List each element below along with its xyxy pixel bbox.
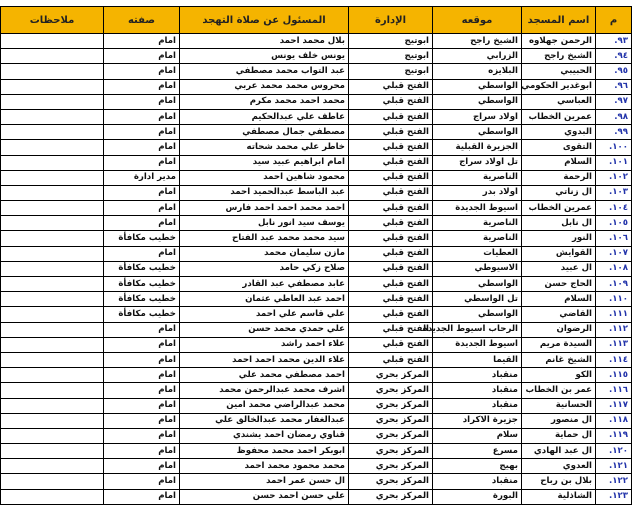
responsible-cell[interactable]: احمد محمد احمد احمد فارس bbox=[180, 201, 349, 216]
location-cell[interactable]: الشيخ راجح bbox=[433, 34, 522, 49]
table-row[interactable] bbox=[1, 428, 632, 443]
table-row[interactable] bbox=[1, 292, 632, 307]
admin-cell[interactable]: المركز بحري bbox=[349, 383, 433, 398]
row-num-cell[interactable]: ١٠٤. bbox=[596, 201, 632, 216]
responsible-cell[interactable]: ال حسن عمر احمد bbox=[180, 474, 349, 489]
location-cell[interactable]: الجزيرة القبلية bbox=[433, 140, 522, 155]
responsible-cell[interactable]: يوسف سيد انور نابل bbox=[180, 216, 349, 231]
mosque-name-cell[interactable]: التقوى bbox=[522, 140, 596, 155]
header-role: صفته bbox=[104, 7, 180, 34]
table-row[interactable] bbox=[1, 49, 632, 64]
notes-cell[interactable] bbox=[1, 459, 104, 474]
role-cell[interactable]: خطيب مكافأة bbox=[104, 292, 180, 307]
notes-cell[interactable] bbox=[1, 489, 104, 504]
row-num-cell[interactable]: ١١٨. bbox=[596, 413, 632, 428]
mosque-name-cell[interactable]: النور bbox=[522, 231, 596, 246]
mosque-name-cell[interactable]: الكو bbox=[522, 368, 596, 383]
mosque-name-cell[interactable]: القوايش bbox=[522, 246, 596, 261]
notes-cell[interactable] bbox=[1, 170, 104, 185]
notes-cell[interactable] bbox=[1, 428, 104, 443]
mosque-name-cell[interactable]: الحسانية bbox=[522, 398, 596, 413]
row-num-cell[interactable]: ٩٦. bbox=[596, 79, 632, 94]
notes-cell[interactable] bbox=[1, 398, 104, 413]
admin-cell[interactable]: الفتح قبلي bbox=[349, 140, 433, 155]
responsible-cell[interactable]: سيد محمد محمد عبد الفتاح bbox=[180, 231, 349, 246]
header-responsible: المسئول عن صلاة التهجد bbox=[180, 7, 349, 34]
role-cell[interactable]: امام bbox=[104, 64, 180, 79]
location-cell[interactable]: الاسيوطي bbox=[433, 261, 522, 276]
location-cell[interactable]: العطيات bbox=[433, 246, 522, 261]
role-cell[interactable]: امام bbox=[104, 79, 180, 94]
admin-cell[interactable]: الفتح قبلي bbox=[349, 216, 433, 231]
mosque-name-cell[interactable]: ابوغدير الحكومي bbox=[522, 79, 596, 94]
admin-cell[interactable]: الفتح قبلي bbox=[349, 155, 433, 170]
location-cell[interactable]: سلام bbox=[433, 428, 522, 443]
mosque-name-cell[interactable]: الرحمن جهلاوه bbox=[522, 34, 596, 49]
admin-cell[interactable]: ابوتيج bbox=[349, 64, 433, 79]
responsible-cell[interactable]: عبد الباسط عبدالحميد احمد bbox=[180, 185, 349, 200]
row-num-cell[interactable]: ١١٠. bbox=[596, 292, 632, 307]
location-cell[interactable]: منقباد bbox=[433, 383, 522, 398]
table-row[interactable] bbox=[1, 201, 632, 216]
location-cell[interactable]: الزرابي bbox=[433, 49, 522, 64]
table-row[interactable] bbox=[1, 261, 632, 276]
mosque-name-cell[interactable]: العباسي bbox=[522, 94, 596, 109]
location-cell[interactable]: الرحاب اسيوط الجديدة bbox=[433, 322, 522, 337]
notes-cell[interactable] bbox=[1, 322, 104, 337]
table-row[interactable] bbox=[1, 322, 632, 337]
role-cell[interactable]: امام bbox=[104, 398, 180, 413]
responsible-cell[interactable]: عاطف علي عبدالحكيم bbox=[180, 109, 349, 124]
admin-cell[interactable]: المركز بحري bbox=[349, 474, 433, 489]
location-cell[interactable]: اولاد سراج bbox=[433, 109, 522, 124]
role-cell[interactable]: مدير ادارة bbox=[104, 170, 180, 185]
role-cell[interactable]: امام bbox=[104, 49, 180, 64]
role-cell[interactable]: امام bbox=[104, 246, 180, 261]
admin-cell[interactable]: الفتح قبلي bbox=[349, 261, 433, 276]
mosque-name-cell[interactable]: البدوي bbox=[522, 125, 596, 140]
row-num-cell[interactable]: ٩٩. bbox=[596, 125, 632, 140]
role-cell[interactable]: خطيب مكافأة bbox=[104, 261, 180, 276]
notes-cell[interactable] bbox=[1, 261, 104, 276]
responsible-cell[interactable]: احمد مصطفي محمد علي bbox=[180, 368, 349, 383]
notes-cell[interactable] bbox=[1, 444, 104, 459]
mosque-name-cell[interactable]: عمرين الخطاب bbox=[522, 109, 596, 124]
location-cell[interactable]: الواسطي bbox=[433, 79, 522, 94]
responsible-cell[interactable]: خاطر علي محمد شحاته bbox=[180, 140, 349, 155]
table-row[interactable] bbox=[1, 79, 632, 94]
admin-cell[interactable]: الفتح قبلي bbox=[349, 322, 433, 337]
location-cell[interactable]: الناصرية bbox=[433, 231, 522, 246]
mosque-name-cell[interactable]: السيدة مريم bbox=[522, 337, 596, 352]
location-cell[interactable]: مسرع bbox=[433, 444, 522, 459]
location-cell[interactable]: الواسطي bbox=[433, 94, 522, 109]
admin-cell[interactable]: الفتح قبلي bbox=[349, 307, 433, 322]
table-row[interactable] bbox=[1, 352, 632, 367]
mosque-name-cell[interactable]: بلال بن رباح bbox=[522, 474, 596, 489]
notes-cell[interactable] bbox=[1, 34, 104, 49]
mosque-name-cell[interactable]: الحاج حسن bbox=[522, 277, 596, 292]
admin-cell[interactable]: المركز بحري bbox=[349, 459, 433, 474]
notes-cell[interactable] bbox=[1, 49, 104, 64]
role-cell[interactable]: امام bbox=[104, 413, 180, 428]
location-cell[interactable]: البلايزه bbox=[433, 64, 522, 79]
row-num-cell[interactable]: ٩٨. bbox=[596, 109, 632, 124]
role-cell[interactable]: خطيب مكافأة bbox=[104, 277, 180, 292]
location-cell[interactable]: البورة bbox=[433, 489, 522, 504]
admin-cell[interactable]: المركز بحري bbox=[349, 413, 433, 428]
admin-cell[interactable]: الفتح قبلي bbox=[349, 94, 433, 109]
row-num-cell[interactable]: ١٠٨. bbox=[596, 261, 632, 276]
notes-cell[interactable] bbox=[1, 125, 104, 140]
role-cell[interactable]: امام bbox=[104, 474, 180, 489]
admin-cell[interactable]: الفتح قبلي bbox=[349, 231, 433, 246]
row-num-cell[interactable]: ١٠٩. bbox=[596, 277, 632, 292]
location-cell[interactable]: اولاد بدر bbox=[433, 185, 522, 200]
notes-cell[interactable] bbox=[1, 246, 104, 261]
role-cell[interactable]: امام bbox=[104, 352, 180, 367]
location-cell[interactable]: الواسطي bbox=[433, 277, 522, 292]
location-cell[interactable]: القيما bbox=[433, 352, 522, 367]
admin-cell[interactable]: المركز بحري bbox=[349, 398, 433, 413]
table-row[interactable] bbox=[1, 474, 632, 489]
admin-cell[interactable]: المركز بحري bbox=[349, 444, 433, 459]
responsible-cell[interactable]: امام ابراهيم عبيد سيد bbox=[180, 155, 349, 170]
table-row[interactable] bbox=[1, 277, 632, 292]
mosque-name-cell[interactable]: ال عبيد bbox=[522, 261, 596, 276]
location-cell[interactable]: بهيج bbox=[433, 459, 522, 474]
admin-cell[interactable]: الفتح قبلي bbox=[349, 292, 433, 307]
mosque-name-cell[interactable]: السلام bbox=[522, 292, 596, 307]
role-cell[interactable]: امام bbox=[104, 125, 180, 140]
responsible-cell[interactable]: علي حسن احمد حسن bbox=[180, 489, 349, 504]
admin-cell[interactable]: الفتح قبلي bbox=[349, 185, 433, 200]
location-cell[interactable]: اسيوط الجديدة bbox=[433, 201, 522, 216]
responsible-cell[interactable]: صلاح زكي حامد bbox=[180, 261, 349, 276]
notes-cell[interactable] bbox=[1, 201, 104, 216]
role-cell[interactable]: امام bbox=[104, 94, 180, 109]
mosque-name-cell[interactable]: الرحمة bbox=[522, 170, 596, 185]
row-num-cell[interactable]: ١١٣. bbox=[596, 337, 632, 352]
row-num-cell[interactable]: ١٠٢. bbox=[596, 170, 632, 185]
admin-cell[interactable]: الفتح قبلي bbox=[349, 277, 433, 292]
role-cell[interactable]: امام bbox=[104, 34, 180, 49]
row-num-cell[interactable]: ١٠١. bbox=[596, 155, 632, 170]
row-num-cell[interactable]: ١١١. bbox=[596, 307, 632, 322]
row-num-cell[interactable]: ٩٤. bbox=[596, 49, 632, 64]
mosque-name-cell[interactable]: عمرين الخطاب bbox=[522, 201, 596, 216]
role-cell[interactable]: امام bbox=[104, 322, 180, 337]
admin-cell[interactable]: الفتح قبلي bbox=[349, 352, 433, 367]
table-row[interactable] bbox=[1, 444, 632, 459]
responsible-cell[interactable]: مازن سليمان محمد bbox=[180, 246, 349, 261]
role-cell[interactable]: امام bbox=[104, 459, 180, 474]
header-mosque: اسم المسجد bbox=[522, 7, 596, 34]
table-row[interactable] bbox=[1, 170, 632, 185]
row-num-cell[interactable]: ١٠٣. bbox=[596, 185, 632, 200]
notes-cell[interactable] bbox=[1, 337, 104, 352]
mosque-table bbox=[0, 6, 632, 505]
notes-cell[interactable] bbox=[1, 292, 104, 307]
table-row[interactable] bbox=[1, 125, 632, 140]
mosque-name-cell[interactable]: القاضي bbox=[522, 307, 596, 322]
table-row[interactable] bbox=[1, 307, 632, 322]
table-row[interactable] bbox=[1, 489, 632, 504]
table-row[interactable] bbox=[1, 109, 632, 124]
row-num-cell[interactable]: ١١٧. bbox=[596, 398, 632, 413]
mosque-name-cell[interactable]: ال زناتي bbox=[522, 185, 596, 200]
table-row[interactable] bbox=[1, 34, 632, 49]
location-cell[interactable]: تل اولاد سراج bbox=[433, 155, 522, 170]
role-cell[interactable]: امام bbox=[104, 428, 180, 443]
row-num-cell[interactable]: ٩٧. bbox=[596, 94, 632, 109]
role-cell[interactable]: امام bbox=[104, 185, 180, 200]
notes-cell[interactable] bbox=[1, 140, 104, 155]
table-row[interactable] bbox=[1, 140, 632, 155]
row-num-cell[interactable]: ١١٩. bbox=[596, 428, 632, 443]
role-cell[interactable]: خطيب مكافأة bbox=[104, 231, 180, 246]
mosque-name-cell[interactable]: ال منصور bbox=[522, 413, 596, 428]
admin-cell[interactable]: الفتح قبلي bbox=[349, 109, 433, 124]
notes-cell[interactable] bbox=[1, 413, 104, 428]
row-num-cell[interactable]: ١٠٥. bbox=[596, 216, 632, 231]
mosque-name-cell[interactable]: ال نابل bbox=[522, 216, 596, 231]
admin-cell[interactable]: الفتح قبلي bbox=[349, 246, 433, 261]
responsible-cell[interactable]: مصطفي جمال مصطفي bbox=[180, 125, 349, 140]
notes-cell[interactable] bbox=[1, 64, 104, 79]
notes-cell[interactable] bbox=[1, 216, 104, 231]
responsible-cell[interactable]: قناوي رمضان احمد يشندي bbox=[180, 428, 349, 443]
mosque-name-cell[interactable]: السلام bbox=[522, 155, 596, 170]
notes-cell[interactable] bbox=[1, 383, 104, 398]
admin-cell[interactable]: ابوتيج bbox=[349, 34, 433, 49]
responsible-cell[interactable]: علاء الدين محمد احمد احمد bbox=[180, 352, 349, 367]
role-cell[interactable]: خطيب مكافأة bbox=[104, 307, 180, 322]
role-cell[interactable]: امام bbox=[104, 201, 180, 216]
responsible-cell[interactable]: محمد محمود محمد احمد bbox=[180, 459, 349, 474]
row-num-cell[interactable]: ١٠٠. bbox=[596, 140, 632, 155]
location-cell[interactable]: الواسطي bbox=[433, 125, 522, 140]
admin-cell[interactable]: المركز بحري bbox=[349, 428, 433, 443]
responsible-cell[interactable]: بلال محمد احمد bbox=[180, 34, 349, 49]
responsible-cell[interactable]: علي قاسم علي احمد bbox=[180, 307, 349, 322]
row-num-cell[interactable]: ١٢٠. bbox=[596, 444, 632, 459]
admin-cell[interactable]: ابوتيج bbox=[349, 49, 433, 64]
responsible-cell[interactable]: عبدالغفار محمد عبدالخالق علي bbox=[180, 413, 349, 428]
row-num-cell[interactable]: ١١٦. bbox=[596, 383, 632, 398]
admin-cell[interactable]: الفتح قبلي bbox=[349, 125, 433, 140]
admin-cell[interactable]: الفتح قبلي bbox=[349, 79, 433, 94]
location-cell[interactable]: الناصرية bbox=[433, 216, 522, 231]
responsible-cell[interactable]: عابد مصطفي عبد القادر bbox=[180, 277, 349, 292]
responsible-cell[interactable]: محمد عبدالراضي محمد امين bbox=[180, 398, 349, 413]
location-cell[interactable]: جزيرة الاكراد bbox=[433, 413, 522, 428]
notes-cell[interactable] bbox=[1, 352, 104, 367]
role-cell[interactable]: امام bbox=[104, 444, 180, 459]
table-row[interactable] bbox=[1, 413, 632, 428]
responsible-cell[interactable]: محمد احمد محمد مكرم bbox=[180, 94, 349, 109]
notes-cell[interactable] bbox=[1, 79, 104, 94]
mosque-name-cell[interactable]: ال حماية bbox=[522, 428, 596, 443]
row-num-cell[interactable]: ١٠٧. bbox=[596, 246, 632, 261]
mosque-name-cell[interactable]: الرضوان bbox=[522, 322, 596, 337]
role-cell[interactable]: امام bbox=[104, 383, 180, 398]
table-row[interactable] bbox=[1, 155, 632, 170]
admin-cell[interactable]: الفتح قبلي bbox=[349, 170, 433, 185]
mosque-name-cell[interactable]: الحبيبي bbox=[522, 64, 596, 79]
row-num-cell[interactable]: ٩٥. bbox=[596, 64, 632, 79]
row-num-cell[interactable]: ١٢٣. bbox=[596, 489, 632, 504]
table-row[interactable] bbox=[1, 246, 632, 261]
responsible-cell[interactable]: يونس خلف يونس bbox=[180, 49, 349, 64]
location-cell[interactable]: الناصرية bbox=[433, 170, 522, 185]
notes-cell[interactable] bbox=[1, 231, 104, 246]
notes-cell[interactable] bbox=[1, 277, 104, 292]
notes-cell[interactable] bbox=[1, 155, 104, 170]
role-cell[interactable]: امام bbox=[104, 489, 180, 504]
header-notes: ملاحظات bbox=[1, 7, 104, 34]
mosque-name-cell[interactable]: الشيخ راجح bbox=[522, 49, 596, 64]
admin-cell[interactable]: الفتح قبلي bbox=[349, 201, 433, 216]
mosque-name-cell[interactable]: عمر بن الخطاب bbox=[522, 383, 596, 398]
header-row bbox=[1, 7, 632, 34]
role-cell[interactable]: امام bbox=[104, 337, 180, 352]
header-admin: الإدارة bbox=[349, 7, 433, 34]
role-cell[interactable]: امام bbox=[104, 155, 180, 170]
header-location: موقعه bbox=[433, 7, 522, 34]
location-cell[interactable]: تل الواسطي bbox=[433, 292, 522, 307]
responsible-cell[interactable]: محروس محمد محمد عربي bbox=[180, 79, 349, 94]
table-row[interactable] bbox=[1, 383, 632, 398]
admin-cell[interactable]: المركز بحري bbox=[349, 489, 433, 504]
table-row[interactable] bbox=[1, 94, 632, 109]
role-cell[interactable]: امام bbox=[104, 216, 180, 231]
table-row[interactable] bbox=[1, 368, 632, 383]
role-cell[interactable]: امام bbox=[104, 140, 180, 155]
responsible-cell[interactable]: عبد التواب محمد مصطفي bbox=[180, 64, 349, 79]
notes-cell[interactable] bbox=[1, 368, 104, 383]
responsible-cell[interactable]: ابوبكر احمد محمد محفوظ bbox=[180, 444, 349, 459]
table-row[interactable] bbox=[1, 216, 632, 231]
admin-cell[interactable]: المركز بحري bbox=[349, 368, 433, 383]
header-num: م bbox=[596, 7, 632, 34]
table-row[interactable] bbox=[1, 337, 632, 352]
row-num-cell[interactable]: ٩٣. bbox=[596, 34, 632, 49]
responsible-cell[interactable]: اشرف محمد عبدالرحمن محمد bbox=[180, 383, 349, 398]
mosque-name-cell[interactable]: ال عبد الهادي bbox=[522, 444, 596, 459]
notes-cell[interactable] bbox=[1, 185, 104, 200]
mosque-name-cell[interactable]: الشيخ غانم bbox=[522, 352, 596, 367]
role-cell[interactable]: امام bbox=[104, 109, 180, 124]
row-num-cell[interactable]: ١١٥. bbox=[596, 368, 632, 383]
location-cell[interactable]: اسيوط الجديدة bbox=[433, 337, 522, 352]
row-num-cell[interactable]: ١٢٢. bbox=[596, 474, 632, 489]
table-row[interactable] bbox=[1, 64, 632, 79]
table-row[interactable] bbox=[1, 459, 632, 474]
location-cell[interactable]: منقباد bbox=[433, 474, 522, 489]
table-row[interactable] bbox=[1, 398, 632, 413]
responsible-cell[interactable]: محمود شاهين احمد bbox=[180, 170, 349, 185]
notes-cell[interactable] bbox=[1, 94, 104, 109]
location-cell[interactable]: منقباد bbox=[433, 398, 522, 413]
row-num-cell[interactable]: ١١٤. bbox=[596, 352, 632, 367]
responsible-cell[interactable]: علاء احمد راشد bbox=[180, 337, 349, 352]
notes-cell[interactable] bbox=[1, 474, 104, 489]
table-row[interactable] bbox=[1, 185, 632, 200]
table-row[interactable] bbox=[1, 231, 632, 246]
role-cell[interactable]: امام bbox=[104, 368, 180, 383]
notes-cell[interactable] bbox=[1, 109, 104, 124]
responsible-cell[interactable]: علي حمدي محمد حسن bbox=[180, 322, 349, 337]
mosque-name-cell[interactable]: الشاذلية bbox=[522, 489, 596, 504]
admin-cell[interactable]: الفتح قبلي bbox=[349, 337, 433, 352]
location-cell[interactable]: الواسطي bbox=[433, 307, 522, 322]
row-num-cell[interactable]: ١٢١. bbox=[596, 459, 632, 474]
row-num-cell[interactable]: ١١٢. bbox=[596, 322, 632, 337]
notes-cell[interactable] bbox=[1, 307, 104, 322]
row-num-cell[interactable]: ١٠٦. bbox=[596, 231, 632, 246]
mosque-name-cell[interactable]: العدوي bbox=[522, 459, 596, 474]
location-cell[interactable]: منقباد bbox=[433, 368, 522, 383]
responsible-cell[interactable]: احمد عبد العاطي عثمان bbox=[180, 292, 349, 307]
